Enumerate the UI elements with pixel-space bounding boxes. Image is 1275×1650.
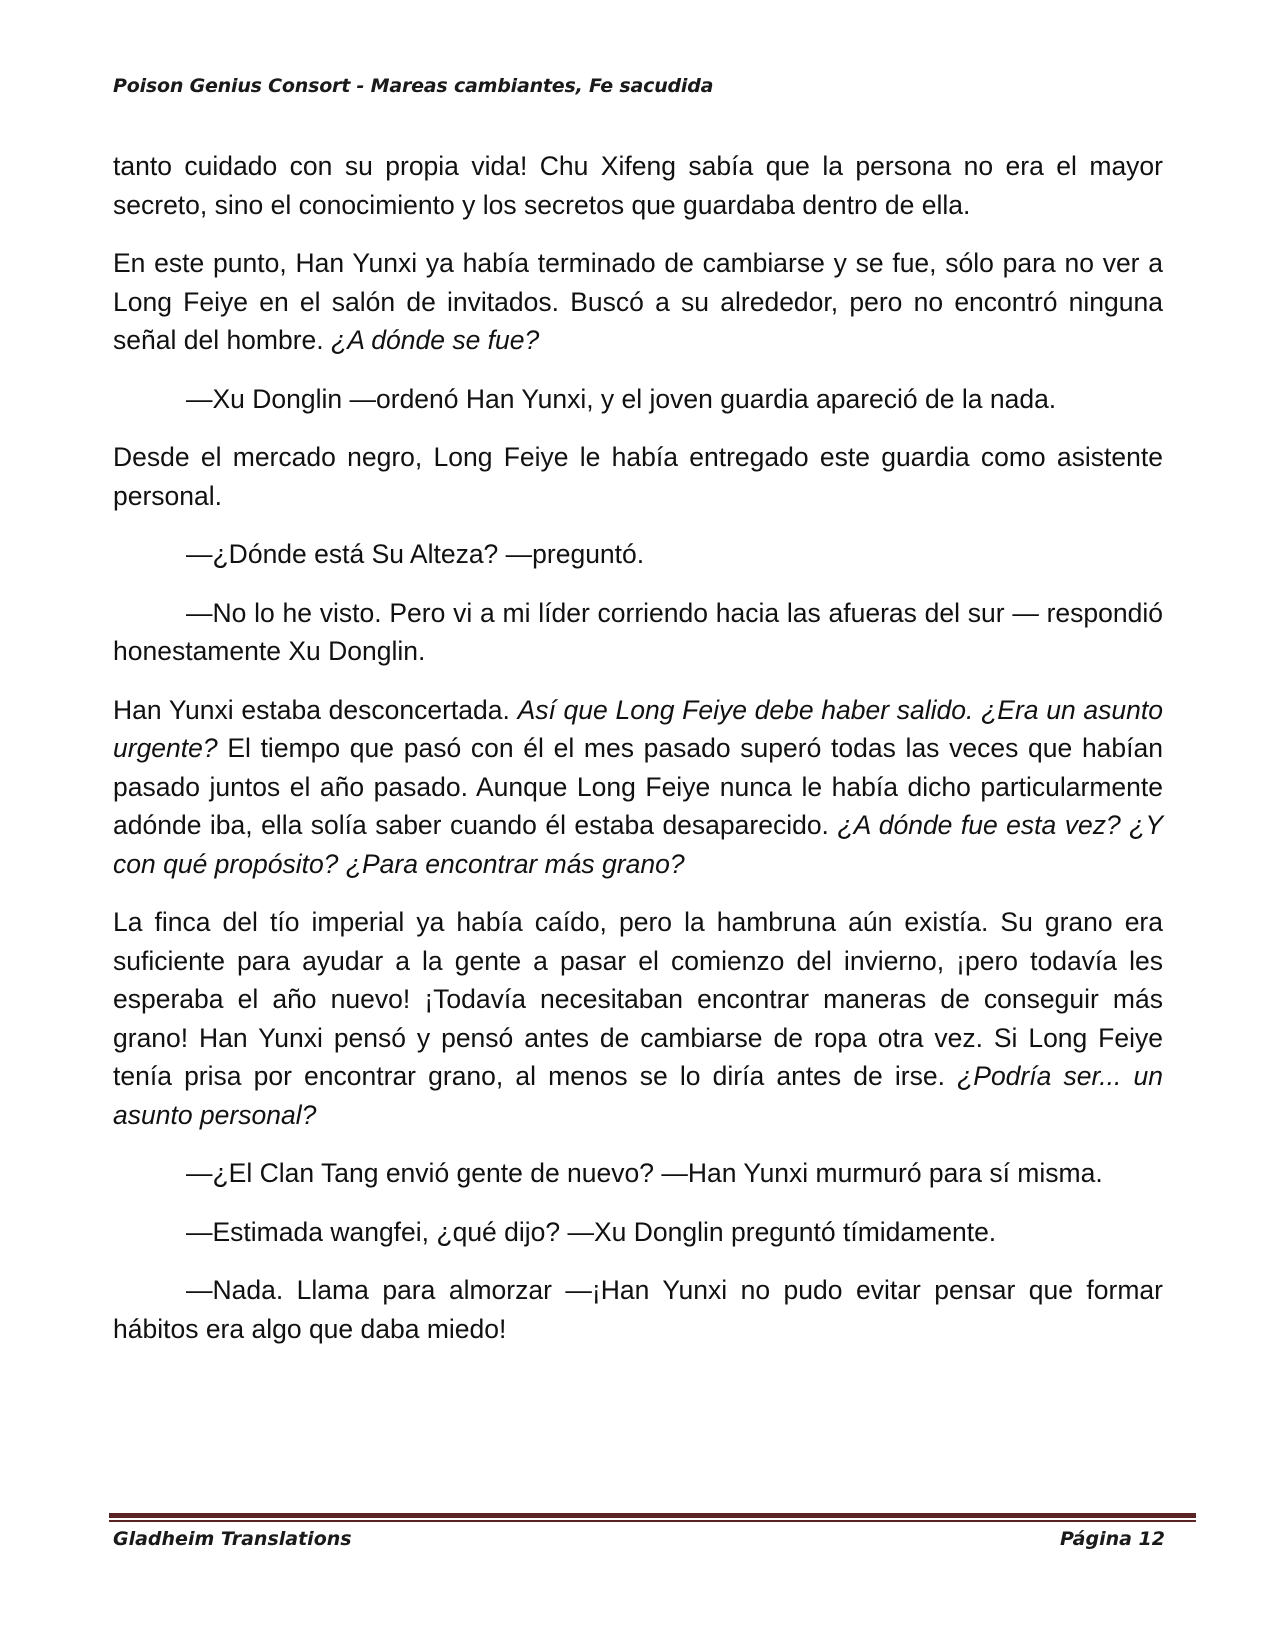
paragraph: tanto cuidado con su propia vida! Chu Xifeng sabía que la persona no era el mayor secreto, sino el conocimiento y los secretos que guardaba dentro de ella.: [113, 151, 1163, 220]
footer-divider: [109, 1513, 1196, 1518]
footer-credit: Gladheim Translations: [113, 1528, 352, 1550]
paragraph: Desde el mercado negro, Long Feiye le había entregado este guardia como asistente personal.: [113, 442, 1163, 511]
dialogue-paragraph: —¿El Clan Tang envió gente de nuevo? —Han Yunxi murmuró para sí misma.: [186, 1158, 1103, 1188]
footer-divider-thin: [109, 1520, 1196, 1522]
dialogue-paragraph: —Nada. Llama para almorzar —¡Han Yunxi no pudo evitar pensar que formar hábitos era algo que daba miedo!: [113, 1275, 1163, 1344]
running-header: Poison Genius Consort - Mareas cambiantes, Fe sacudida: [113, 75, 714, 97]
dialogue-paragraph: —¿Dónde está Su Alteza? —preguntó.: [186, 539, 645, 569]
dialogue-paragraph: —No lo he visto. Pero vi a mi líder corriendo hacia las afueras del sur — respondió honestamente Xu Donglin.: [113, 597, 1163, 666]
paragraph: Han Yunxi estaba desconcertada. Así que Long Feiye debe haber salido. ¿Era un asunto urgente? El tiempo que pasó con él el mes pasado superó todas las veces que habían pasado juntos el año pasado. Aunque Long Feiye nunca le había dicho particularmente adónde iba, ella solía saber cuando él estaba desaparecido. ¿A dónde fue esta vez? ¿Y con qué propósito? ¿Para encontrar más grano?: [113, 694, 1164, 879]
dialogue-paragraph: —Estimada wangfei, ¿qué dijo? —Xu Donglin preguntó tímidamente.: [186, 1216, 997, 1247]
dialogue-paragraph: —Xu Donglin —ordenó Han Yunxi, y el joven guardia apareció de la nada.: [186, 383, 1057, 414]
page-number: Página 12: [1059, 1528, 1165, 1550]
paragraph: La finca del tío imperial ya había caído, pero la hambruna aún existía. Su grano era suficiente para ayudar a la gente a pasar el comienzo del invierno, ¡pero todavía les esperaba el año nuevo! ¡Todavía necesitaban encontrar maneras de conseguir más grano! Han Yunxi pensó y pensó antes de cambiarse de ropa otra vez. Si Long Feiye tenía prisa por encontrar grano, al menos se lo diría antes de irse. ¿Podría ser... un asunto personal?: [113, 907, 1163, 1130]
paragraph: En este punto, Han Yunxi ya había terminado de cambiarse y se fue, sólo para no ver a Long Feiye en el salón de invitados. Buscó a su alrededor, pero no encontró ninguna señal del hombre. ¿A dónde se fue?: [113, 248, 1163, 355]
body-text: [113, 147, 1163, 1368]
